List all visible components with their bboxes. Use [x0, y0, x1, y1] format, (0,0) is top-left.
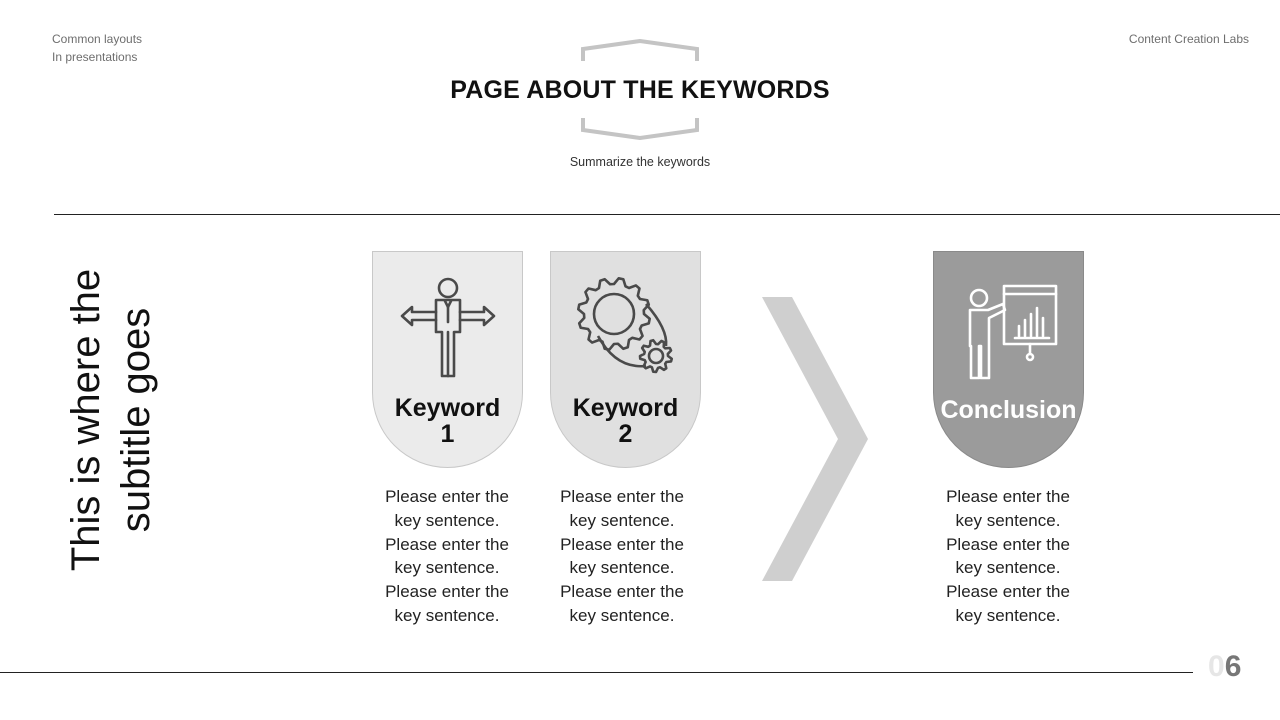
conclusion-card: [933, 251, 1084, 468]
page-number: [1208, 650, 1241, 684]
subtitle-line-2: subtitle goes: [114, 307, 158, 533]
keyword-card-1-number: 1: [440, 420, 455, 448]
presentation-board-icon: [959, 274, 1059, 384]
conclusion-description: [923, 485, 1093, 628]
gears-icon: [576, 274, 676, 384]
keyword-1-description: [362, 485, 532, 628]
chevron-right-icon: [760, 297, 870, 581]
keyword-card-1-label: [373, 395, 522, 447]
top-divider: [54, 214, 1280, 215]
desc-line: key sentence.: [394, 558, 500, 578]
hexagon-frame-top: [580, 39, 700, 61]
page-title: PAGE ABOUT THE KEYWORDS: [450, 76, 830, 104]
desc-line: key sentence.: [955, 605, 1061, 625]
keyword-card-2: [550, 251, 701, 468]
keyword-2-description: [537, 485, 707, 628]
header-category-line-1: Common layouts: [52, 32, 143, 46]
desc-line: Please enter the: [560, 534, 684, 554]
desc-line: key sentence.: [569, 605, 675, 625]
conclusion-card-label: Conclusion: [940, 396, 1077, 424]
desc-line: Please enter the: [385, 534, 509, 554]
desc-line: Please enter the: [946, 534, 1070, 554]
subtitle-line-1: This is where the: [64, 268, 108, 572]
desc-line: key sentence.: [569, 510, 675, 530]
desc-line: Please enter the: [560, 487, 684, 506]
page-number-digit: 6: [1224, 650, 1242, 683]
desc-line: key sentence.: [955, 558, 1061, 578]
keyword-card-1-title: Keyword: [394, 394, 501, 422]
large-gear: [578, 278, 649, 349]
desc-line: key sentence.: [394, 510, 500, 530]
person-directions-icon: [398, 274, 498, 384]
desc-line: key sentence.: [569, 558, 675, 578]
desc-line: Please enter the: [385, 487, 509, 506]
page-summary: Summarize the keywords: [569, 155, 711, 169]
vertical-subtitle: [26, 230, 196, 610]
desc-line: Please enter the: [385, 582, 509, 602]
desc-line: key sentence.: [955, 510, 1061, 530]
keyword-card-2-number: 2: [618, 420, 633, 448]
keyword-card-2-title: Keyword: [572, 394, 679, 422]
header-brand: Content Creation Labs: [1128, 32, 1249, 46]
desc-line: key sentence.: [394, 605, 500, 625]
keyword-card-1: [372, 251, 523, 468]
header-category-line-2: In presentations: [52, 50, 138, 64]
keyword-card-2-label: [551, 395, 700, 447]
header-category: [52, 30, 142, 66]
desc-line: Please enter the: [946, 487, 1070, 506]
desc-line: Please enter the: [560, 582, 684, 602]
hexagon-frame-bottom: [580, 118, 700, 140]
bottom-divider: [0, 672, 1193, 673]
page-number-prefix: 0: [1208, 650, 1225, 683]
desc-line: Please enter the: [946, 582, 1070, 602]
